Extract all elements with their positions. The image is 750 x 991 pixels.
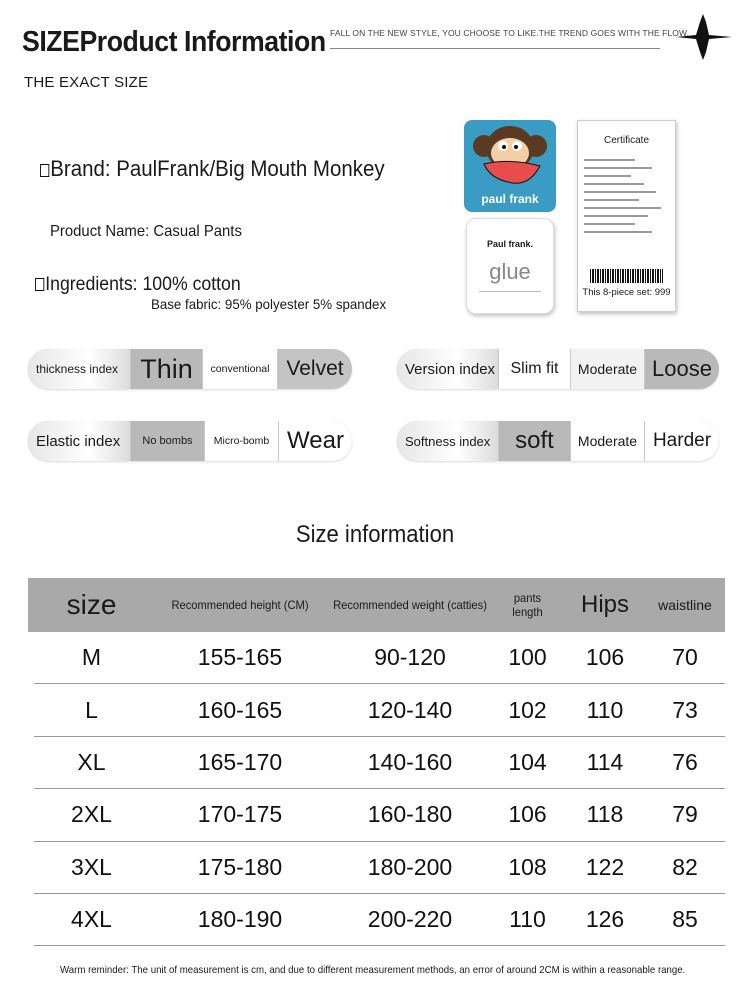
paul-frank-monkey-tag [464, 120, 556, 212]
softness-option-soft: soft [499, 421, 571, 461]
glue-tag [466, 218, 554, 314]
header-pants-length: pants length [512, 591, 543, 619]
elastic-option-wear: Wear [279, 421, 352, 461]
thickness-option-thin: Thin [131, 349, 203, 389]
cell-weight: 200-220 [367, 906, 453, 933]
cell-height: 165-170 [197, 748, 283, 775]
size-table [28, 578, 725, 946]
softness-index [397, 421, 719, 461]
header-waistline: waistline [658, 597, 712, 613]
cell-height: 175-180 [197, 853, 283, 880]
elastic-index-label: Elastic index [28, 421, 131, 461]
cell-weight: 180-200 [367, 853, 453, 880]
cell-height: 170-175 [197, 801, 283, 828]
cell-weight: 160-180 [367, 801, 453, 828]
cell-hips: 110 [586, 696, 624, 723]
cell-size: XL [77, 748, 106, 775]
cell-waistline: 82 [672, 853, 698, 880]
certificate-tag [577, 120, 676, 312]
table-row [34, 789, 725, 841]
cell-hips: 106 [585, 644, 625, 671]
missing-glyph-icon [40, 164, 49, 177]
header-size: size [66, 589, 117, 620]
thickness-index-label: thickness index [28, 349, 131, 389]
cell-waistline: 73 [672, 696, 698, 723]
softness-index-label: Softness index [397, 421, 499, 461]
table-row [34, 632, 725, 684]
cell-hips: 126 [585, 906, 625, 933]
monkey-face-icon [464, 120, 556, 192]
cell-waistline: 76 [672, 748, 698, 775]
size-table-header [28, 578, 725, 632]
cell-size: 2XL [71, 801, 112, 828]
header-hips: Hips [580, 591, 629, 618]
glue-tag-brand: Paul frank. [486, 239, 533, 249]
cell-pants-length: 110 [509, 906, 546, 933]
glue-tag-word: glue [489, 259, 531, 284]
cell-weight: 90-120 [374, 644, 446, 671]
base-fabric: Base fabric: 95% polyester 5% spandex [151, 296, 387, 312]
certificate-text-lines [584, 153, 669, 239]
cell-waistline: 85 [672, 906, 698, 933]
cell-waistline: 79 [672, 801, 698, 828]
version-index-label: Version index [397, 349, 499, 389]
barcode [590, 269, 663, 283]
certificate-title: Certificate [603, 135, 649, 146]
ingredients-line: Ingredients: 100% cotton [35, 274, 241, 296]
cell-weight: 140-160 [367, 748, 453, 775]
thickness-index [28, 349, 352, 389]
product-name: Product Name: Casual Pants [50, 223, 242, 240]
monkey-tag-brand: paul frank [481, 192, 539, 206]
page-title: SIZEProduct Information [22, 26, 326, 58]
version-option-loose: Loose [645, 349, 719, 389]
warm-reminder: Warm reminder: The unit of measurement is cm, and due to different measurement methods, an error of around 2CM is within a reasonable range. [60, 964, 686, 976]
certificate-footer: This 8-piece set: 999 [582, 287, 671, 298]
header-height: Recommended height (CM) [171, 598, 309, 612]
brand-line: Brand: PaulFrank/Big Mouth Monkey [40, 156, 385, 182]
cell-size: M [81, 644, 102, 671]
sparkle-icon [676, 14, 732, 60]
table-row [34, 737, 725, 789]
cell-size: L [85, 696, 98, 723]
cell-pants-length: 100 [508, 644, 547, 671]
thickness-option-conventional: conventional [203, 349, 278, 389]
cell-pants-length: 106 [508, 801, 547, 828]
cell-height: 155-165 [197, 644, 283, 671]
version-index [397, 349, 719, 389]
cell-pants-length: 104 [508, 748, 547, 775]
cell-waistline: 70 [672, 644, 698, 671]
table-row [34, 842, 725, 894]
cell-pants-length: 108 [508, 853, 547, 880]
cell-height: 180-190 [197, 906, 283, 933]
softness-option-moderate: Moderate [571, 421, 645, 461]
cell-pants-length: 102 [508, 696, 547, 723]
cell-hips: 122 [585, 853, 625, 880]
header-weight: Recommended weight (catties) [333, 598, 487, 612]
cell-weight: 120-140 [367, 696, 453, 723]
tagline: FALL ON THE NEW STYLE, YOU CHOOSE TO LIKE.THE TREND GOES WITH THE FLOW. [330, 28, 690, 38]
tagline-divider [330, 48, 660, 49]
page-subtitle: THE EXACT SIZE [24, 74, 149, 91]
thickness-option-velvet: Velvet [278, 349, 352, 389]
elastic-option-micro-bomb: Micro-bomb [205, 421, 279, 461]
elastic-option-no-bombs: No bombs [131, 421, 205, 461]
cell-hips: 114 [586, 748, 624, 775]
cell-size: 3XL [71, 853, 112, 880]
cell-hips: 118 [586, 801, 624, 828]
table-row [34, 684, 725, 736]
version-option-moderate: Moderate [571, 349, 645, 389]
version-option-slim-fit: Slim fit [499, 349, 571, 389]
glue-tag-fineprint [479, 291, 541, 305]
cell-height: 160-165 [197, 696, 283, 723]
size-info-title: Size information [295, 521, 455, 548]
elastic-index [28, 421, 352, 461]
missing-glyph-icon [35, 278, 44, 291]
softness-option-harder: Harder [645, 421, 719, 461]
cell-size: 4XL [71, 906, 112, 933]
table-row [34, 894, 725, 946]
